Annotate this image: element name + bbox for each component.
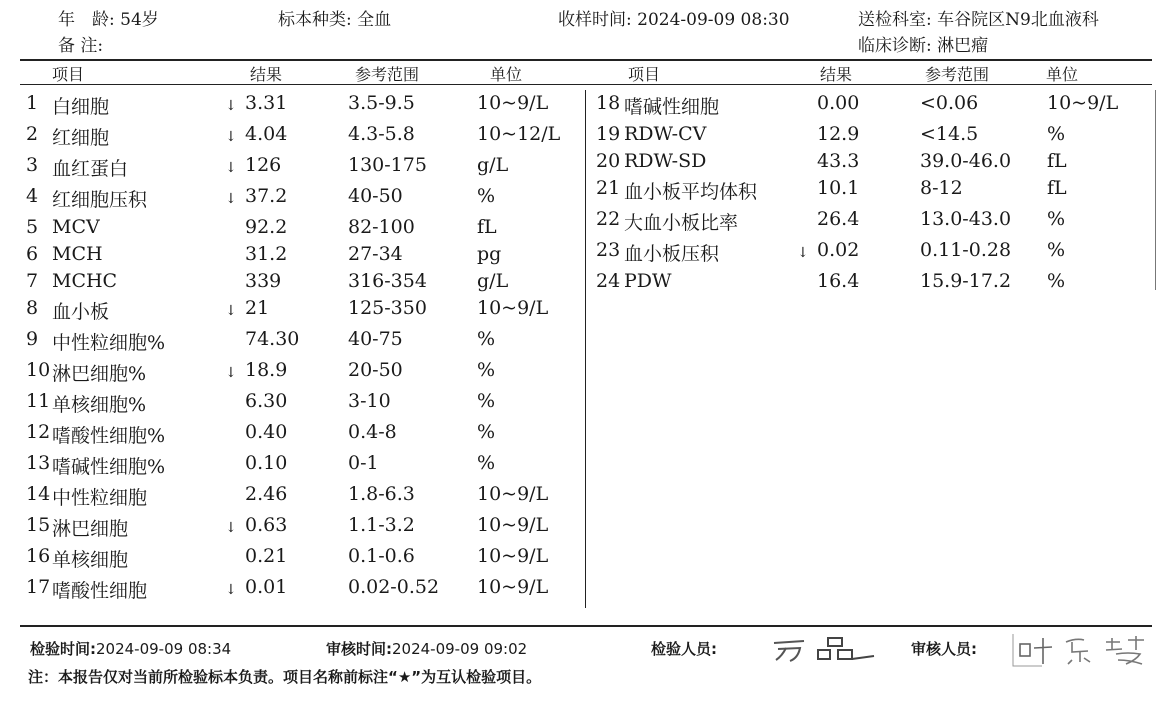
col-header-unit-right: 单位 — [1046, 65, 1079, 84]
test-name: MCHC — [52, 270, 118, 292]
col-header-item-left: 项目 — [52, 65, 85, 84]
test-name: MCV — [52, 216, 100, 238]
reference-range: 40-50 — [348, 185, 403, 207]
flag-arrow: ↓ — [225, 365, 237, 381]
reference-range: 0.02-0.52 — [348, 576, 440, 598]
reference-range: 20-50 — [348, 359, 403, 381]
test-result: 4.04 — [245, 123, 288, 145]
test-unit: 10~12/L — [477, 123, 561, 145]
test-name: 单核细胞 — [52, 549, 129, 571]
test-unit: % — [1047, 239, 1066, 261]
reference-range: 0.11-0.28 — [920, 239, 1012, 261]
test-name: RDW-SD — [624, 150, 707, 172]
table-top-rule — [20, 59, 1152, 61]
test-unit: g/L — [477, 154, 509, 176]
test-result: 74.30 — [245, 328, 300, 350]
test-name: 中性粒细胞 — [52, 487, 148, 509]
flag-arrow: ↓ — [225, 582, 237, 598]
reference-range: 82-100 — [348, 216, 415, 238]
diagnosis-value: 淋巴瘤 — [937, 36, 989, 56]
test-result: 0.00 — [817, 92, 860, 114]
test-unit: % — [477, 185, 496, 207]
test-unit: pg — [477, 243, 502, 265]
reference-range: 0.1-0.6 — [348, 545, 415, 567]
test-time-value: 2024-09-09 08:34 — [96, 640, 232, 658]
remark-label: 备 注: — [58, 36, 104, 56]
flag-arrow: ↓ — [225, 303, 237, 319]
test-name: 血红蛋白 — [52, 158, 129, 180]
row-number: 10 — [26, 359, 51, 381]
test-unit: 10~9/L — [477, 483, 549, 505]
row-number: 18 — [596, 92, 621, 114]
review-time-value: 2024-09-09 09:02 — [392, 640, 528, 658]
test-result: 339 — [245, 270, 282, 292]
row-number: 9 — [26, 328, 39, 350]
test-time-field — [30, 638, 231, 659]
test-result: 43.3 — [817, 150, 860, 172]
footer-rule — [20, 625, 1152, 627]
row-number: 12 — [26, 421, 51, 443]
row-number: 24 — [596, 270, 621, 292]
reference-range: 0.4-8 — [348, 421, 397, 443]
reference-range: <14.5 — [920, 123, 979, 145]
age-value: 54岁 — [120, 10, 159, 30]
row-number: 7 — [26, 270, 39, 292]
review-time-label: 审核时间: — [326, 640, 392, 658]
review-time-field — [326, 638, 527, 659]
test-name: 血小板 — [52, 301, 110, 323]
reference-range: 39.0-46.0 — [920, 150, 1012, 172]
test-result: 37.2 — [245, 185, 288, 207]
test-name: 嗜酸性细胞% — [52, 425, 166, 447]
test-result: 2.46 — [245, 483, 288, 505]
test-name: 淋巴细胞% — [52, 363, 147, 385]
reference-range: 3-10 — [348, 390, 391, 412]
row-number: 2 — [26, 123, 39, 145]
row-number: 11 — [26, 390, 51, 412]
test-unit: 10~9/L — [1047, 92, 1119, 114]
col-header-range-right: 参考范围 — [925, 65, 990, 84]
collect-time-value: 2024-09-09 08:30 — [637, 10, 790, 30]
row-number: 21 — [596, 177, 621, 199]
reference-range: 125-350 — [348, 297, 427, 319]
reviewer-label: 审核人员: — [911, 640, 977, 658]
sample-type-field — [278, 5, 391, 30]
test-unit: 10~9/L — [477, 514, 549, 536]
age-label: 年 龄: — [58, 10, 115, 30]
sample-type-value: 全血 — [357, 10, 392, 30]
test-name: 大血小板比率 — [624, 212, 739, 234]
test-unit: % — [477, 452, 496, 474]
test-name: 中性粒细胞% — [52, 332, 166, 354]
test-name: MCH — [52, 243, 103, 265]
test-result: 6.30 — [245, 390, 288, 412]
row-number: 13 — [26, 452, 51, 474]
test-name: 血小板压积 — [624, 243, 720, 265]
reference-range: 15.9-17.2 — [920, 270, 1012, 292]
test-time-label: 检验时间: — [30, 640, 96, 658]
diagnosis-label: 临床诊断: — [858, 36, 932, 56]
department-field — [858, 5, 1099, 30]
remark-field — [58, 31, 103, 56]
reference-range: 4.3-5.8 — [348, 123, 415, 145]
reference-range: 3.5-9.5 — [348, 92, 415, 114]
test-unit: % — [477, 390, 496, 412]
diagnosis-field — [858, 31, 988, 56]
row-number: 8 — [26, 297, 39, 319]
test-unit: g/L — [477, 270, 509, 292]
reference-range: 316-354 — [348, 270, 427, 292]
col-header-range-left: 参考范围 — [355, 65, 420, 84]
age-field — [58, 5, 159, 30]
test-name: PDW — [624, 270, 672, 292]
test-unit: 10~9/L — [477, 297, 549, 319]
row-number: 19 — [596, 123, 621, 145]
row-number: 14 — [26, 483, 51, 505]
flag-arrow: ↓ — [225, 160, 237, 176]
reference-range: 130-175 — [348, 154, 427, 176]
test-result: 31.2 — [245, 243, 288, 265]
flag-arrow: ↓ — [225, 520, 237, 536]
reviewer-signature — [1012, 630, 1152, 672]
col-header-result-left: 结果 — [250, 65, 283, 84]
test-result: 0.40 — [245, 421, 288, 443]
test-unit: 10~9/L — [477, 92, 549, 114]
test-result: 10.1 — [817, 177, 860, 199]
test-unit: % — [1047, 208, 1066, 230]
test-unit: fL — [1047, 177, 1067, 199]
row-number: 23 — [596, 239, 621, 261]
row-number: 20 — [596, 150, 621, 172]
flag-arrow: ↓ — [225, 129, 237, 145]
reference-range: 1.8-6.3 — [348, 483, 415, 505]
row-number: 15 — [26, 514, 51, 536]
row-number: 22 — [596, 208, 621, 230]
tester-label: 检验人员: — [651, 640, 717, 658]
test-name: 血小板平均体积 — [624, 181, 758, 203]
row-number: 4 — [26, 185, 39, 207]
test-result: 0.01 — [245, 576, 288, 598]
test-result: 18.9 — [245, 359, 288, 381]
report-note: 注：本报告仅对当前所检验标本负责。项目名称前标注“★”为互认检验项目。 — [28, 668, 542, 686]
reference-range: 1.1-3.2 — [348, 514, 415, 536]
test-unit: % — [477, 421, 496, 443]
test-name: 红细胞 — [52, 127, 110, 149]
test-result: 0.10 — [245, 452, 288, 474]
row-number: 5 — [26, 216, 39, 238]
test-name: RDW-CV — [624, 123, 707, 145]
test-name: 嗜碱性细胞 — [624, 96, 720, 118]
test-result: 0.63 — [245, 514, 288, 536]
flag-arrow: ↓ — [797, 245, 809, 261]
reference-range: 27-34 — [348, 243, 403, 265]
sample-type-label: 标本种类: — [278, 10, 352, 30]
test-unit: % — [1047, 123, 1066, 145]
flag-arrow: ↓ — [225, 191, 237, 207]
reference-range: 13.0-43.0 — [920, 208, 1012, 230]
collect-time-field — [558, 5, 790, 30]
test-name: 嗜酸性细胞 — [52, 580, 148, 602]
test-name: 嗜碱性细胞% — [52, 456, 166, 478]
test-name: 淋巴细胞 — [52, 518, 129, 540]
test-unit: 10~9/L — [477, 545, 549, 567]
row-number: 16 — [26, 545, 51, 567]
reference-range: 8-12 — [920, 177, 963, 199]
col-header-result-right: 结果 — [820, 65, 853, 84]
reference-range: <0.06 — [920, 92, 979, 114]
test-result: 3.31 — [245, 92, 288, 114]
department-label: 送检科室: — [858, 10, 932, 30]
test-unit: % — [1047, 270, 1066, 292]
reference-range: 0-1 — [348, 452, 379, 474]
test-result: 0.02 — [817, 239, 860, 261]
test-result: 21 — [245, 297, 270, 319]
test-name: 红细胞压积 — [52, 189, 148, 211]
test-name: 白细胞 — [52, 96, 110, 118]
column-divider — [585, 90, 586, 608]
right-edge-rule — [1155, 90, 1156, 290]
row-number: 3 — [26, 154, 39, 176]
col-header-item-right: 项目 — [628, 65, 661, 84]
reference-range: 40-75 — [348, 328, 403, 350]
test-name: 单核细胞% — [52, 394, 147, 416]
test-unit: % — [477, 328, 496, 350]
test-result: 16.4 — [817, 270, 860, 292]
row-number: 1 — [26, 92, 39, 114]
department-value: 车谷院区N9北血液科 — [937, 10, 1099, 30]
flag-arrow: ↓ — [225, 98, 237, 114]
col-header-unit-left: 单位 — [490, 65, 523, 84]
collect-time-label: 收样时间: — [558, 10, 632, 30]
test-unit: fL — [1047, 150, 1067, 172]
row-number: 17 — [26, 576, 51, 598]
test-result: 12.9 — [817, 123, 860, 145]
test-result: 0.21 — [245, 545, 288, 567]
test-result: 92.2 — [245, 216, 288, 238]
row-number: 6 — [26, 243, 39, 265]
test-unit: fL — [477, 216, 497, 238]
tester-signature — [768, 634, 880, 668]
test-unit: 10~9/L — [477, 576, 549, 598]
test-unit: % — [477, 359, 496, 381]
test-result: 26.4 — [817, 208, 860, 230]
test-result: 126 — [245, 154, 282, 176]
